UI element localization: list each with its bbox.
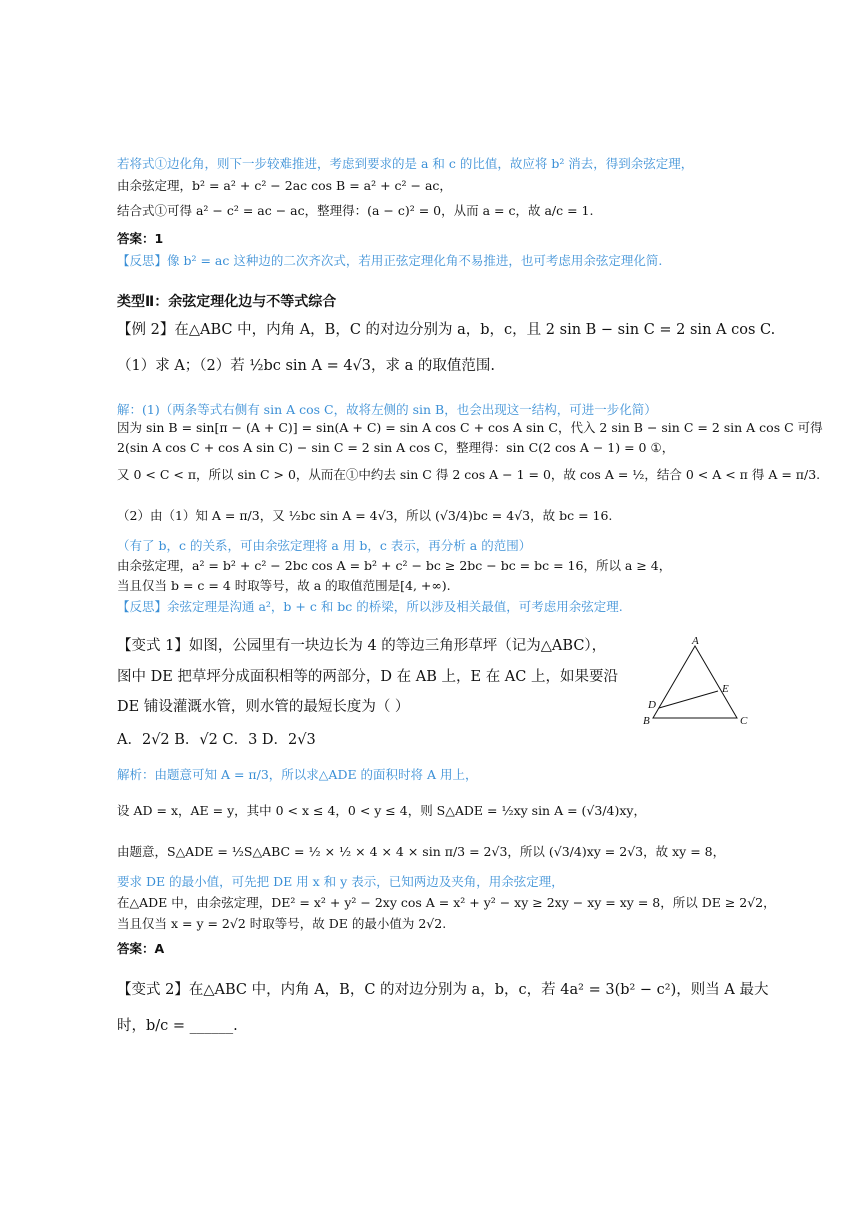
text-line: 由题意，S△ADE = ½S△ABC = ½ × ½ × 4 × 4 × sin π/3 = 2√3，所以 (√3/4)xy = 2√3，故 xy = 8， xyxy=(117,844,726,859)
text-line: 解：(1)（两条等式右侧有 sin A cos C，故将左侧的 sin B，也会出现这一结构，可进一步化简） xyxy=(117,402,657,417)
label-b: B xyxy=(643,715,650,727)
text-line: 在△ADE 中，由余弦定理，DE² = x² + y² − 2xy cos A = x² + y² − xy ≥ 2xy − xy = xy = 8，所以 DE ≥ 2√2， xyxy=(117,895,776,910)
text-line: 【反思】余弦定理是沟通 a²，b + c 和 bc 的桥梁，所以涉及相关最值，可考虑用余弦定理. xyxy=(117,599,623,614)
text-line: 2(sin A cos C + cos A sin C) − sin C = 2 sin A cos C，整理得：sin C(2 cos A − 1) = 0 ①， xyxy=(117,440,675,455)
text-line: 要求 DE 的最小值，可先把 DE 用 x 和 y 表示，已知两边及夹角，用余弦定理， xyxy=(117,874,564,889)
text-line: 由余弦定理，a² = b² + c² − 2bc cos A = b² + c² − bc ≥ 2bc − bc = bc = 16，所以 a ≥ 4， xyxy=(117,558,672,573)
text-line: 时，b/c = ______. xyxy=(117,1018,238,1034)
label-e: E xyxy=(722,683,729,695)
text-line: 答案：1 xyxy=(117,231,164,246)
text-line: 答案：A xyxy=(117,941,165,956)
text-line: 当且仅当 b = c = 4 时取等号，故 a 的取值范围是[4, +∞). xyxy=(117,578,451,593)
text-line: 类型Ⅱ：余弦定理化边与不等式综合 xyxy=(117,294,337,310)
text-line: 因为 sin B = sin[π − (A + C)] = sin(A + C) = sin A cos C + cos A sin C，代入 2 sin B − sin C = 2 sin A cos C 可得 xyxy=(117,420,823,435)
triangle-figure xyxy=(640,636,760,731)
segment-de xyxy=(659,691,718,708)
label-a: A xyxy=(692,636,699,647)
text-line: DE 铺设灌溉水管，则水管的最短长度为（ ） xyxy=(117,699,410,715)
label-d: D xyxy=(648,699,656,711)
text-line: 【例 2】在△ABC 中，内角 A，B，C 的对边分别为 a，b，c，且 2 sin B − sin C = 2 sin A cos C. xyxy=(117,322,776,338)
text-line: （有了 b，c 的关系，可由余弦定理将 a 用 b，c 表示，再分析 a 的范围） xyxy=(117,538,532,553)
text-line: 解析：由题意可知 A = π/3，所以求△ADE 的面积时将 A 用上， xyxy=(117,767,478,782)
text-line: （2）由（1）知 A = π/3，又 ½bc sin A = 4√3，所以 (√3/4)bc = 4√3，故 bc = 16. xyxy=(117,508,613,523)
text-line: 结合式①可得 a² − c² = ac − ac，整理得：(a − c)² = 0，从而 a = c，故 a/c = 1. xyxy=(117,203,594,218)
text-line: 当且仅当 x = y = 2√2 时取等号，故 DE 的最小值为 2√2. xyxy=(117,916,447,931)
text-line: A．2√2 B．√2 C．3 D．2√3 xyxy=(117,732,316,748)
text-line: 若将式①边化角，则下一步较难推进，考虑到要求的是 a 和 c 的比值，故应将 b² 消去，得到余弦定理， xyxy=(117,156,694,171)
triangle-abc xyxy=(653,646,737,718)
text-line: 【变式 1】如图，公园里有一块边长为 4 的等边三角形草坪（记为△ABC）， xyxy=(117,638,607,654)
text-line: 【反思】像 b² = ac 这种边的二次齐次式，若用正弦定理化角不易推进，也可考虑用余弦定理化简. xyxy=(117,253,663,268)
text-line: 又 0 < C < π，所以 sin C > 0，从而在①中约去 sin C 得 2 cos A − 1 = 0，故 cos A = ½，结合 0 < A < π 得 A = π/3. xyxy=(117,467,821,482)
text-line: 由余弦定理，b² = a² + c² − 2ac cos B = a² + c² − ac， xyxy=(117,178,452,193)
label-c: C xyxy=(740,715,748,727)
text-line: 图中 DE 把草坪分成面积相等的两部分，D 在 AB 上，E 在 AC 上，如果要沿 xyxy=(117,669,618,685)
text-line: （1）求 A；（2）若 ½bc sin A = 4√3，求 a 的取值范围. xyxy=(117,358,495,374)
text-line: 【变式 2】在△ABC 中，内角 A，B，C 的对边分别为 a，b，c，若 4a² = 3(b² − c²)，则当 A 最大 xyxy=(117,982,769,998)
text-line: 设 AD = x，AE = y，其中 0 < x ≤ 4，0 < y ≤ 4，则 S△ADE = ½xy sin A = (√3/4)xy， xyxy=(117,803,646,818)
